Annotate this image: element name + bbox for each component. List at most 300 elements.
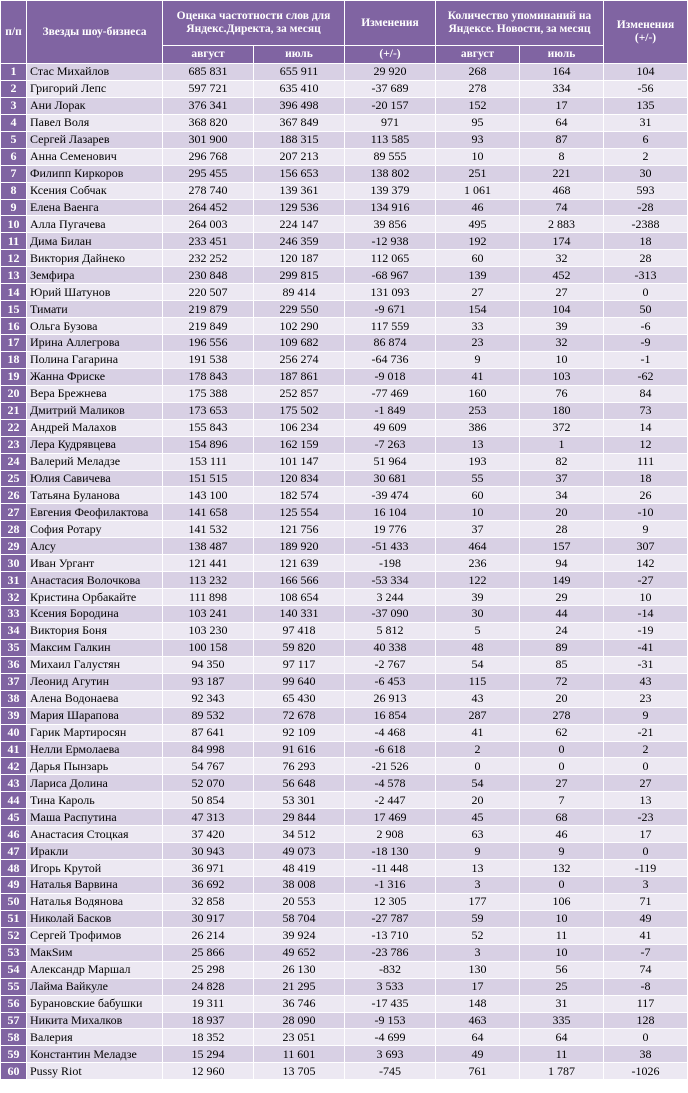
freq-july: 175 502 <box>254 402 345 419</box>
freq-august: 52 070 <box>163 775 254 792</box>
mentions-july: 82 <box>520 453 604 470</box>
freq-july: 189 920 <box>254 538 345 555</box>
mentions-july: 174 <box>520 233 604 250</box>
table-row <box>1 555 688 572</box>
freq-august: 12 960 <box>163 1063 254 1080</box>
freq-august: 100 158 <box>163 639 254 656</box>
celebrity-name: Ольга Бузова <box>27 318 163 335</box>
celebrity-name: Вера Брежнева <box>27 385 163 402</box>
mentions-change: -28 <box>604 199 688 216</box>
celebrity-name: Виктория Дайнеко <box>27 250 163 267</box>
freq-july: 120 187 <box>254 250 345 267</box>
freq-change: 139 379 <box>345 182 436 199</box>
mentions-july: 64 <box>520 114 604 131</box>
row-number: 2 <box>1 80 27 97</box>
celebrity-name: Игорь Крутой <box>27 860 163 877</box>
table-row <box>1 606 688 623</box>
freq-change: 112 065 <box>345 250 436 267</box>
mentions-change: 49 <box>604 910 688 927</box>
freq-august: 264 452 <box>163 199 254 216</box>
mentions-july: 28 <box>520 521 604 538</box>
table-row <box>1 148 688 165</box>
mentions-july: 132 <box>520 860 604 877</box>
freq-august: 154 896 <box>163 436 254 453</box>
freq-july: 396 498 <box>254 97 345 114</box>
mentions-august: 386 <box>436 419 520 436</box>
row-number: 33 <box>1 606 27 623</box>
mentions-change: 104 <box>604 64 688 81</box>
row-number: 4 <box>1 114 27 131</box>
mentions-july: 1 787 <box>520 1063 604 1080</box>
row-number: 44 <box>1 792 27 809</box>
celebrity-name: Лайма Вайкуле <box>27 978 163 995</box>
freq-change: -198 <box>345 555 436 572</box>
freq-july: 106 234 <box>254 419 345 436</box>
mentions-change: -56 <box>604 80 688 97</box>
freq-july: 21 295 <box>254 978 345 995</box>
freq-july: 121 639 <box>254 555 345 572</box>
table-row <box>1 538 688 555</box>
table-row <box>1 199 688 216</box>
mentions-change: -313 <box>604 267 688 284</box>
mentions-august: 23 <box>436 335 520 352</box>
freq-change: 39 856 <box>345 216 436 233</box>
celebrity-name: Полина Гагарина <box>27 351 163 368</box>
freq-change: 3 693 <box>345 1046 436 1063</box>
mentions-july: 104 <box>520 301 604 318</box>
row-number: 40 <box>1 724 27 741</box>
freq-july: 120 834 <box>254 470 345 487</box>
mentions-change: -119 <box>604 860 688 877</box>
mentions-july: 29 <box>520 589 604 606</box>
mentions-august: 3 <box>436 944 520 961</box>
freq-change: -39 474 <box>345 487 436 504</box>
freq-august: 84 998 <box>163 741 254 758</box>
mentions-august: 27 <box>436 284 520 301</box>
table-row <box>1 978 688 995</box>
freq-august: 113 232 <box>163 572 254 589</box>
freq-july: 635 410 <box>254 80 345 97</box>
freq-august: 220 507 <box>163 284 254 301</box>
mentions-july: 372 <box>520 419 604 436</box>
mentions-august: 3 <box>436 877 520 894</box>
mentions-august: 2 <box>436 741 520 758</box>
table-row <box>1 622 688 639</box>
mentions-july: 8 <box>520 148 604 165</box>
celebrity-name: Анна Семенович <box>27 148 163 165</box>
mentions-july: 37 <box>520 470 604 487</box>
row-number: 15 <box>1 301 27 318</box>
mentions-change: 111 <box>604 453 688 470</box>
row-number: 12 <box>1 250 27 267</box>
mentions-change: 27 <box>604 775 688 792</box>
row-number: 34 <box>1 622 27 639</box>
table-row <box>1 775 688 792</box>
mentions-july: 62 <box>520 724 604 741</box>
row-number: 52 <box>1 927 27 944</box>
mentions-august: 495 <box>436 216 520 233</box>
table-row <box>1 656 688 673</box>
freq-august: 30 917 <box>163 910 254 927</box>
header-jul2: июль <box>520 46 604 64</box>
mentions-july: 17 <box>520 97 604 114</box>
freq-july: 49 073 <box>254 843 345 860</box>
freq-july: 38 008 <box>254 877 345 894</box>
mentions-change: 10 <box>604 589 688 606</box>
table-row <box>1 233 688 250</box>
celebrity-name: Валерий Меладзе <box>27 453 163 470</box>
freq-change: 113 585 <box>345 131 436 148</box>
freq-august: 175 388 <box>163 385 254 402</box>
freq-july: 109 682 <box>254 335 345 352</box>
mentions-august: 464 <box>436 538 520 555</box>
mentions-change: -21 <box>604 724 688 741</box>
table-row <box>1 809 688 826</box>
freq-august: 121 441 <box>163 555 254 572</box>
mentions-change: -27 <box>604 572 688 589</box>
table-row <box>1 80 688 97</box>
table-row <box>1 453 688 470</box>
freq-august: 138 487 <box>163 538 254 555</box>
freq-change: -11 448 <box>345 860 436 877</box>
mentions-august: 761 <box>436 1063 520 1080</box>
mentions-august: 148 <box>436 995 520 1012</box>
celebrity-name: Максим Галкин <box>27 639 163 656</box>
freq-july: 166 566 <box>254 572 345 589</box>
row-number: 37 <box>1 673 27 690</box>
celebrity-name: Алла Пугачева <box>27 216 163 233</box>
celebrity-name: Елена Ваенга <box>27 199 163 216</box>
mentions-august: 463 <box>436 1012 520 1029</box>
celebrity-name: Виктория Боня <box>27 622 163 639</box>
freq-august: 301 900 <box>163 131 254 148</box>
row-number: 19 <box>1 368 27 385</box>
mentions-july: 32 <box>520 250 604 267</box>
row-number: 51 <box>1 910 27 927</box>
celebrity-name: Юрий Шатунов <box>27 284 163 301</box>
row-number: 48 <box>1 860 27 877</box>
celebrity-name: Лариса Долина <box>27 775 163 792</box>
freq-july: 125 554 <box>254 504 345 521</box>
mentions-july: 2 883 <box>520 216 604 233</box>
table-row <box>1 792 688 809</box>
freq-august: 32 858 <box>163 893 254 910</box>
freq-august: 19 311 <box>163 995 254 1012</box>
table-row <box>1 724 688 741</box>
freq-change: -9 153 <box>345 1012 436 1029</box>
mentions-july: 89 <box>520 639 604 656</box>
freq-change: 131 093 <box>345 284 436 301</box>
freq-august: 36 692 <box>163 877 254 894</box>
row-number: 7 <box>1 165 27 182</box>
freq-change: -64 736 <box>345 351 436 368</box>
mentions-change: 18 <box>604 470 688 487</box>
mentions-change: 0 <box>604 284 688 301</box>
celebrity-name: Сергей Лазарев <box>27 131 163 148</box>
row-number: 36 <box>1 656 27 673</box>
table-row <box>1 114 688 131</box>
freq-august: 153 111 <box>163 453 254 470</box>
mentions-change: 28 <box>604 250 688 267</box>
celebrity-name: Тимати <box>27 301 163 318</box>
row-number: 5 <box>1 131 27 148</box>
celebrity-name: Юлия Савичева <box>27 470 163 487</box>
mentions-change: -62 <box>604 368 688 385</box>
mentions-change: -7 <box>604 944 688 961</box>
celebrity-name: Иракли <box>27 843 163 860</box>
freq-july: 299 815 <box>254 267 345 284</box>
freq-july: 101 147 <box>254 453 345 470</box>
table-row <box>1 673 688 690</box>
celebrity-name: Наталья Водянова <box>27 893 163 910</box>
mentions-change: 135 <box>604 97 688 114</box>
row-number: 47 <box>1 843 27 860</box>
mentions-august: 130 <box>436 961 520 978</box>
mentions-change: 2 <box>604 741 688 758</box>
mentions-august: 55 <box>436 470 520 487</box>
mentions-change: 50 <box>604 301 688 318</box>
mentions-august: 54 <box>436 775 520 792</box>
freq-july: 59 820 <box>254 639 345 656</box>
mentions-july: 9 <box>520 843 604 860</box>
freq-july: 56 648 <box>254 775 345 792</box>
freq-july: 156 653 <box>254 165 345 182</box>
freq-change: 89 555 <box>345 148 436 165</box>
row-number: 22 <box>1 419 27 436</box>
row-number: 24 <box>1 453 27 470</box>
freq-change: 5 812 <box>345 622 436 639</box>
freq-change: 40 338 <box>345 639 436 656</box>
celebrity-name: Анастасия Стоцкая <box>27 826 163 843</box>
celebrity-name: Леонид Агутин <box>27 673 163 690</box>
mentions-july: 221 <box>520 165 604 182</box>
mentions-august: 9 <box>436 351 520 368</box>
freq-august: 15 294 <box>163 1046 254 1063</box>
mentions-change: -2388 <box>604 216 688 233</box>
freq-august: 376 341 <box>163 97 254 114</box>
table-row <box>1 893 688 910</box>
mentions-july: 11 <box>520 927 604 944</box>
row-number: 14 <box>1 284 27 301</box>
mentions-july: 1 <box>520 436 604 453</box>
freq-july: 129 536 <box>254 199 345 216</box>
celebrity-name: Валерия <box>27 1029 163 1046</box>
freq-change: 134 916 <box>345 199 436 216</box>
mentions-august: 59 <box>436 910 520 927</box>
mentions-august: 10 <box>436 148 520 165</box>
mentions-change: -1026 <box>604 1063 688 1080</box>
freq-july: 367 849 <box>254 114 345 131</box>
mentions-august: 5 <box>436 622 520 639</box>
header-jul: июль <box>254 46 345 64</box>
mentions-july: 94 <box>520 555 604 572</box>
celebrity-name: Ксения Бородина <box>27 606 163 623</box>
celebrity-name: Никита Михалков <box>27 1012 163 1029</box>
row-number: 18 <box>1 351 27 368</box>
row-number: 32 <box>1 589 27 606</box>
mentions-july: 0 <box>520 877 604 894</box>
mentions-change: -41 <box>604 639 688 656</box>
header-freq: Оценка частотности слов для Яндекс.Директа, за месяц <box>163 1 345 46</box>
row-number: 28 <box>1 521 27 538</box>
table-row <box>1 131 688 148</box>
mentions-july: 103 <box>520 368 604 385</box>
mentions-change: 6 <box>604 131 688 148</box>
mentions-august: 193 <box>436 453 520 470</box>
mentions-july: 334 <box>520 80 604 97</box>
freq-august: 230 848 <box>163 267 254 284</box>
mentions-change: 38 <box>604 1046 688 1063</box>
freq-august: 155 843 <box>163 419 254 436</box>
freq-july: 26 130 <box>254 961 345 978</box>
mentions-july: 64 <box>520 1029 604 1046</box>
row-number: 27 <box>1 504 27 521</box>
freq-august: 47 313 <box>163 809 254 826</box>
freq-july: 72 678 <box>254 707 345 724</box>
table-row <box>1 335 688 352</box>
table-header <box>1 1 688 64</box>
mentions-change: -19 <box>604 622 688 639</box>
mentions-august: 43 <box>436 690 520 707</box>
freq-august: 25 298 <box>163 961 254 978</box>
freq-august: 50 854 <box>163 792 254 809</box>
freq-july: 13 705 <box>254 1063 345 1080</box>
freq-july: 97 418 <box>254 622 345 639</box>
freq-july: 39 924 <box>254 927 345 944</box>
mentions-august: 177 <box>436 893 520 910</box>
mentions-august: 46 <box>436 199 520 216</box>
table-row <box>1 368 688 385</box>
freq-august: 103 230 <box>163 622 254 639</box>
mentions-july: 335 <box>520 1012 604 1029</box>
celebrity-name: Лера Кудрявцева <box>27 436 163 453</box>
row-number: 6 <box>1 148 27 165</box>
mentions-july: 56 <box>520 961 604 978</box>
row-number: 9 <box>1 199 27 216</box>
row-number: 29 <box>1 538 27 555</box>
mentions-july: 25 <box>520 978 604 995</box>
row-number: 21 <box>1 402 27 419</box>
mentions-change: 593 <box>604 182 688 199</box>
row-number: 45 <box>1 809 27 826</box>
freq-july: 29 844 <box>254 809 345 826</box>
mentions-july: 7 <box>520 792 604 809</box>
mentions-july: 180 <box>520 402 604 419</box>
table-row <box>1 690 688 707</box>
mentions-august: 48 <box>436 639 520 656</box>
table-row <box>1 419 688 436</box>
freq-change: -6 453 <box>345 673 436 690</box>
mentions-august: 54 <box>436 656 520 673</box>
row-number: 42 <box>1 758 27 775</box>
celebrity-name: Стас Михайлов <box>27 64 163 81</box>
table-row <box>1 639 688 656</box>
table-row <box>1 182 688 199</box>
freq-july: 99 640 <box>254 673 345 690</box>
mentions-august: 41 <box>436 368 520 385</box>
freq-change: -20 157 <box>345 97 436 114</box>
mentions-august: 278 <box>436 80 520 97</box>
freq-august: 89 532 <box>163 707 254 724</box>
mentions-august: 30 <box>436 606 520 623</box>
celebrity-name: Нелли Ермолаева <box>27 741 163 758</box>
table-row <box>1 1046 688 1063</box>
table-row <box>1 877 688 894</box>
freq-july: 256 274 <box>254 351 345 368</box>
row-number: 43 <box>1 775 27 792</box>
mentions-july: 27 <box>520 775 604 792</box>
freq-change: -68 967 <box>345 267 436 284</box>
freq-change: 49 609 <box>345 419 436 436</box>
freq-august: 597 721 <box>163 80 254 97</box>
mentions-july: 10 <box>520 944 604 961</box>
mentions-august: 49 <box>436 1046 520 1063</box>
table-row <box>1 944 688 961</box>
freq-august: 18 937 <box>163 1012 254 1029</box>
mentions-july: 11 <box>520 1046 604 1063</box>
mentions-change: 2 <box>604 148 688 165</box>
freq-august: 103 241 <box>163 606 254 623</box>
celebrity-name: Александр Маршал <box>27 961 163 978</box>
row-number: 10 <box>1 216 27 233</box>
table-row <box>1 504 688 521</box>
mentions-change: -6 <box>604 318 688 335</box>
mentions-august: 13 <box>436 436 520 453</box>
freq-august: 92 343 <box>163 690 254 707</box>
row-number: 54 <box>1 961 27 978</box>
mentions-change: 84 <box>604 385 688 402</box>
celebrity-name: Гарик Мартиросян <box>27 724 163 741</box>
freq-july: 246 359 <box>254 233 345 250</box>
celebrity-name: Ксения Собчак <box>27 182 163 199</box>
header-aug: август <box>163 46 254 64</box>
mentions-august: 0 <box>436 758 520 775</box>
mentions-july: 39 <box>520 318 604 335</box>
freq-august: 278 740 <box>163 182 254 199</box>
mentions-august: 287 <box>436 707 520 724</box>
celebrity-name: Наталья Варвина <box>27 877 163 894</box>
table-row <box>1 301 688 318</box>
table-row <box>1 860 688 877</box>
table-row <box>1 961 688 978</box>
freq-august: 36 971 <box>163 860 254 877</box>
table-row <box>1 351 688 368</box>
freq-july: 188 315 <box>254 131 345 148</box>
freq-change: -745 <box>345 1063 436 1080</box>
mentions-july: 452 <box>520 267 604 284</box>
header-num: п/п <box>1 1 27 64</box>
celebrity-name: Мария Шарапова <box>27 707 163 724</box>
mentions-july: 74 <box>520 199 604 216</box>
mentions-august: 33 <box>436 318 520 335</box>
table-row <box>1 758 688 775</box>
table-row <box>1 927 688 944</box>
mentions-july: 0 <box>520 741 604 758</box>
table-row <box>1 436 688 453</box>
freq-july: 252 857 <box>254 385 345 402</box>
celebrity-name: Татьяна Буланова <box>27 487 163 504</box>
freq-change: -13 710 <box>345 927 436 944</box>
freq-change: -51 433 <box>345 538 436 555</box>
freq-july: 76 293 <box>254 758 345 775</box>
freq-august: 368 820 <box>163 114 254 131</box>
celebrity-name: Жанна Фриске <box>27 368 163 385</box>
mentions-change: 74 <box>604 961 688 978</box>
freq-july: 182 574 <box>254 487 345 504</box>
row-number: 58 <box>1 1029 27 1046</box>
mentions-july: 20 <box>520 504 604 521</box>
freq-august: 24 828 <box>163 978 254 995</box>
